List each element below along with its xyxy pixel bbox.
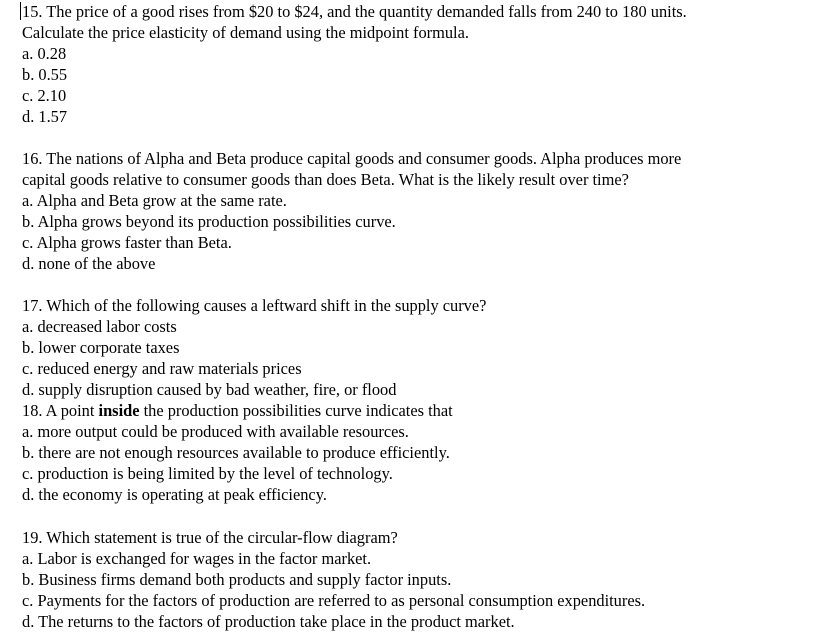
question-16-option-d: d. none of the above bbox=[22, 254, 156, 273]
text-cursor bbox=[20, 2, 21, 20]
question-16-option-c: c. Alpha grows faster than Beta. bbox=[22, 233, 232, 252]
question-18-option-b: b. there are not enough resources available to produce efficiently. bbox=[22, 443, 450, 462]
question-15-stem-line-2: Calculate the price elasticity of demand using the midpoint formula. bbox=[22, 23, 469, 42]
question-18-stem-emphasis: inside bbox=[98, 401, 140, 420]
question-17-option-b: b. lower corporate taxes bbox=[22, 338, 180, 357]
question-19-option-a: a. Labor is exchanged for wages in the factor market. bbox=[22, 549, 372, 568]
question-18-stem-before: 18. A point bbox=[22, 401, 99, 420]
question-16-option-b: b. Alpha grows beyond its production possibilities curve. bbox=[22, 212, 396, 231]
question-15-option-c: c. 2.10 bbox=[22, 86, 67, 105]
question-15-option-a: a. 0.28 bbox=[22, 44, 67, 63]
question-19-option-d: d. The returns to the factors of production take place in the product market. bbox=[22, 612, 515, 631]
question-17-option-d: d. supply disruption caused by bad weather, fire, or flood bbox=[22, 380, 397, 399]
question-18-stem bbox=[22, 401, 453, 421]
question-15-stem-line-1: 15. The price of a good rises from $20 to $24, and the quantity demanded falls from 240 to 180 units. bbox=[22, 2, 687, 21]
question-16-option-a: a. Alpha and Beta grow at the same rate. bbox=[22, 191, 287, 210]
question-15-option-b: b. 0.55 bbox=[22, 65, 68, 84]
question-18-option-c: c. production is being limited by the level of technology. bbox=[22, 464, 393, 483]
question-17-option-a: a. decreased labor costs bbox=[22, 317, 177, 336]
question-18-option-a: a. more output could be produced with available resources. bbox=[22, 422, 409, 441]
question-17-option-c: c. reduced energy and raw materials prices bbox=[22, 359, 302, 378]
question-19-stem: 19. Which statement is true of the circular-flow diagram? bbox=[22, 528, 398, 547]
question-16-stem-line-2: capital goods relative to consumer goods than does Beta. What is the likely result over time? bbox=[22, 170, 629, 189]
question-19-option-b: b. Business firms demand both products and supply factor inputs. bbox=[22, 570, 452, 589]
question-18-stem-after: the production possibilities curve indicates that bbox=[139, 401, 453, 420]
question-15-option-d: d. 1.57 bbox=[22, 107, 68, 126]
question-18-option-d: d. the economy is operating at peak efficiency. bbox=[22, 485, 327, 504]
question-17-stem: 17. Which of the following causes a leftward shift in the supply curve? bbox=[22, 296, 487, 315]
question-19-option-c: c. Payments for the factors of production are referred to as personal consumption expenditures. bbox=[22, 591, 646, 610]
question-16-stem-line-1: 16. The nations of Alpha and Beta produce capital goods and consumer goods. Alpha produces more bbox=[22, 149, 682, 168]
